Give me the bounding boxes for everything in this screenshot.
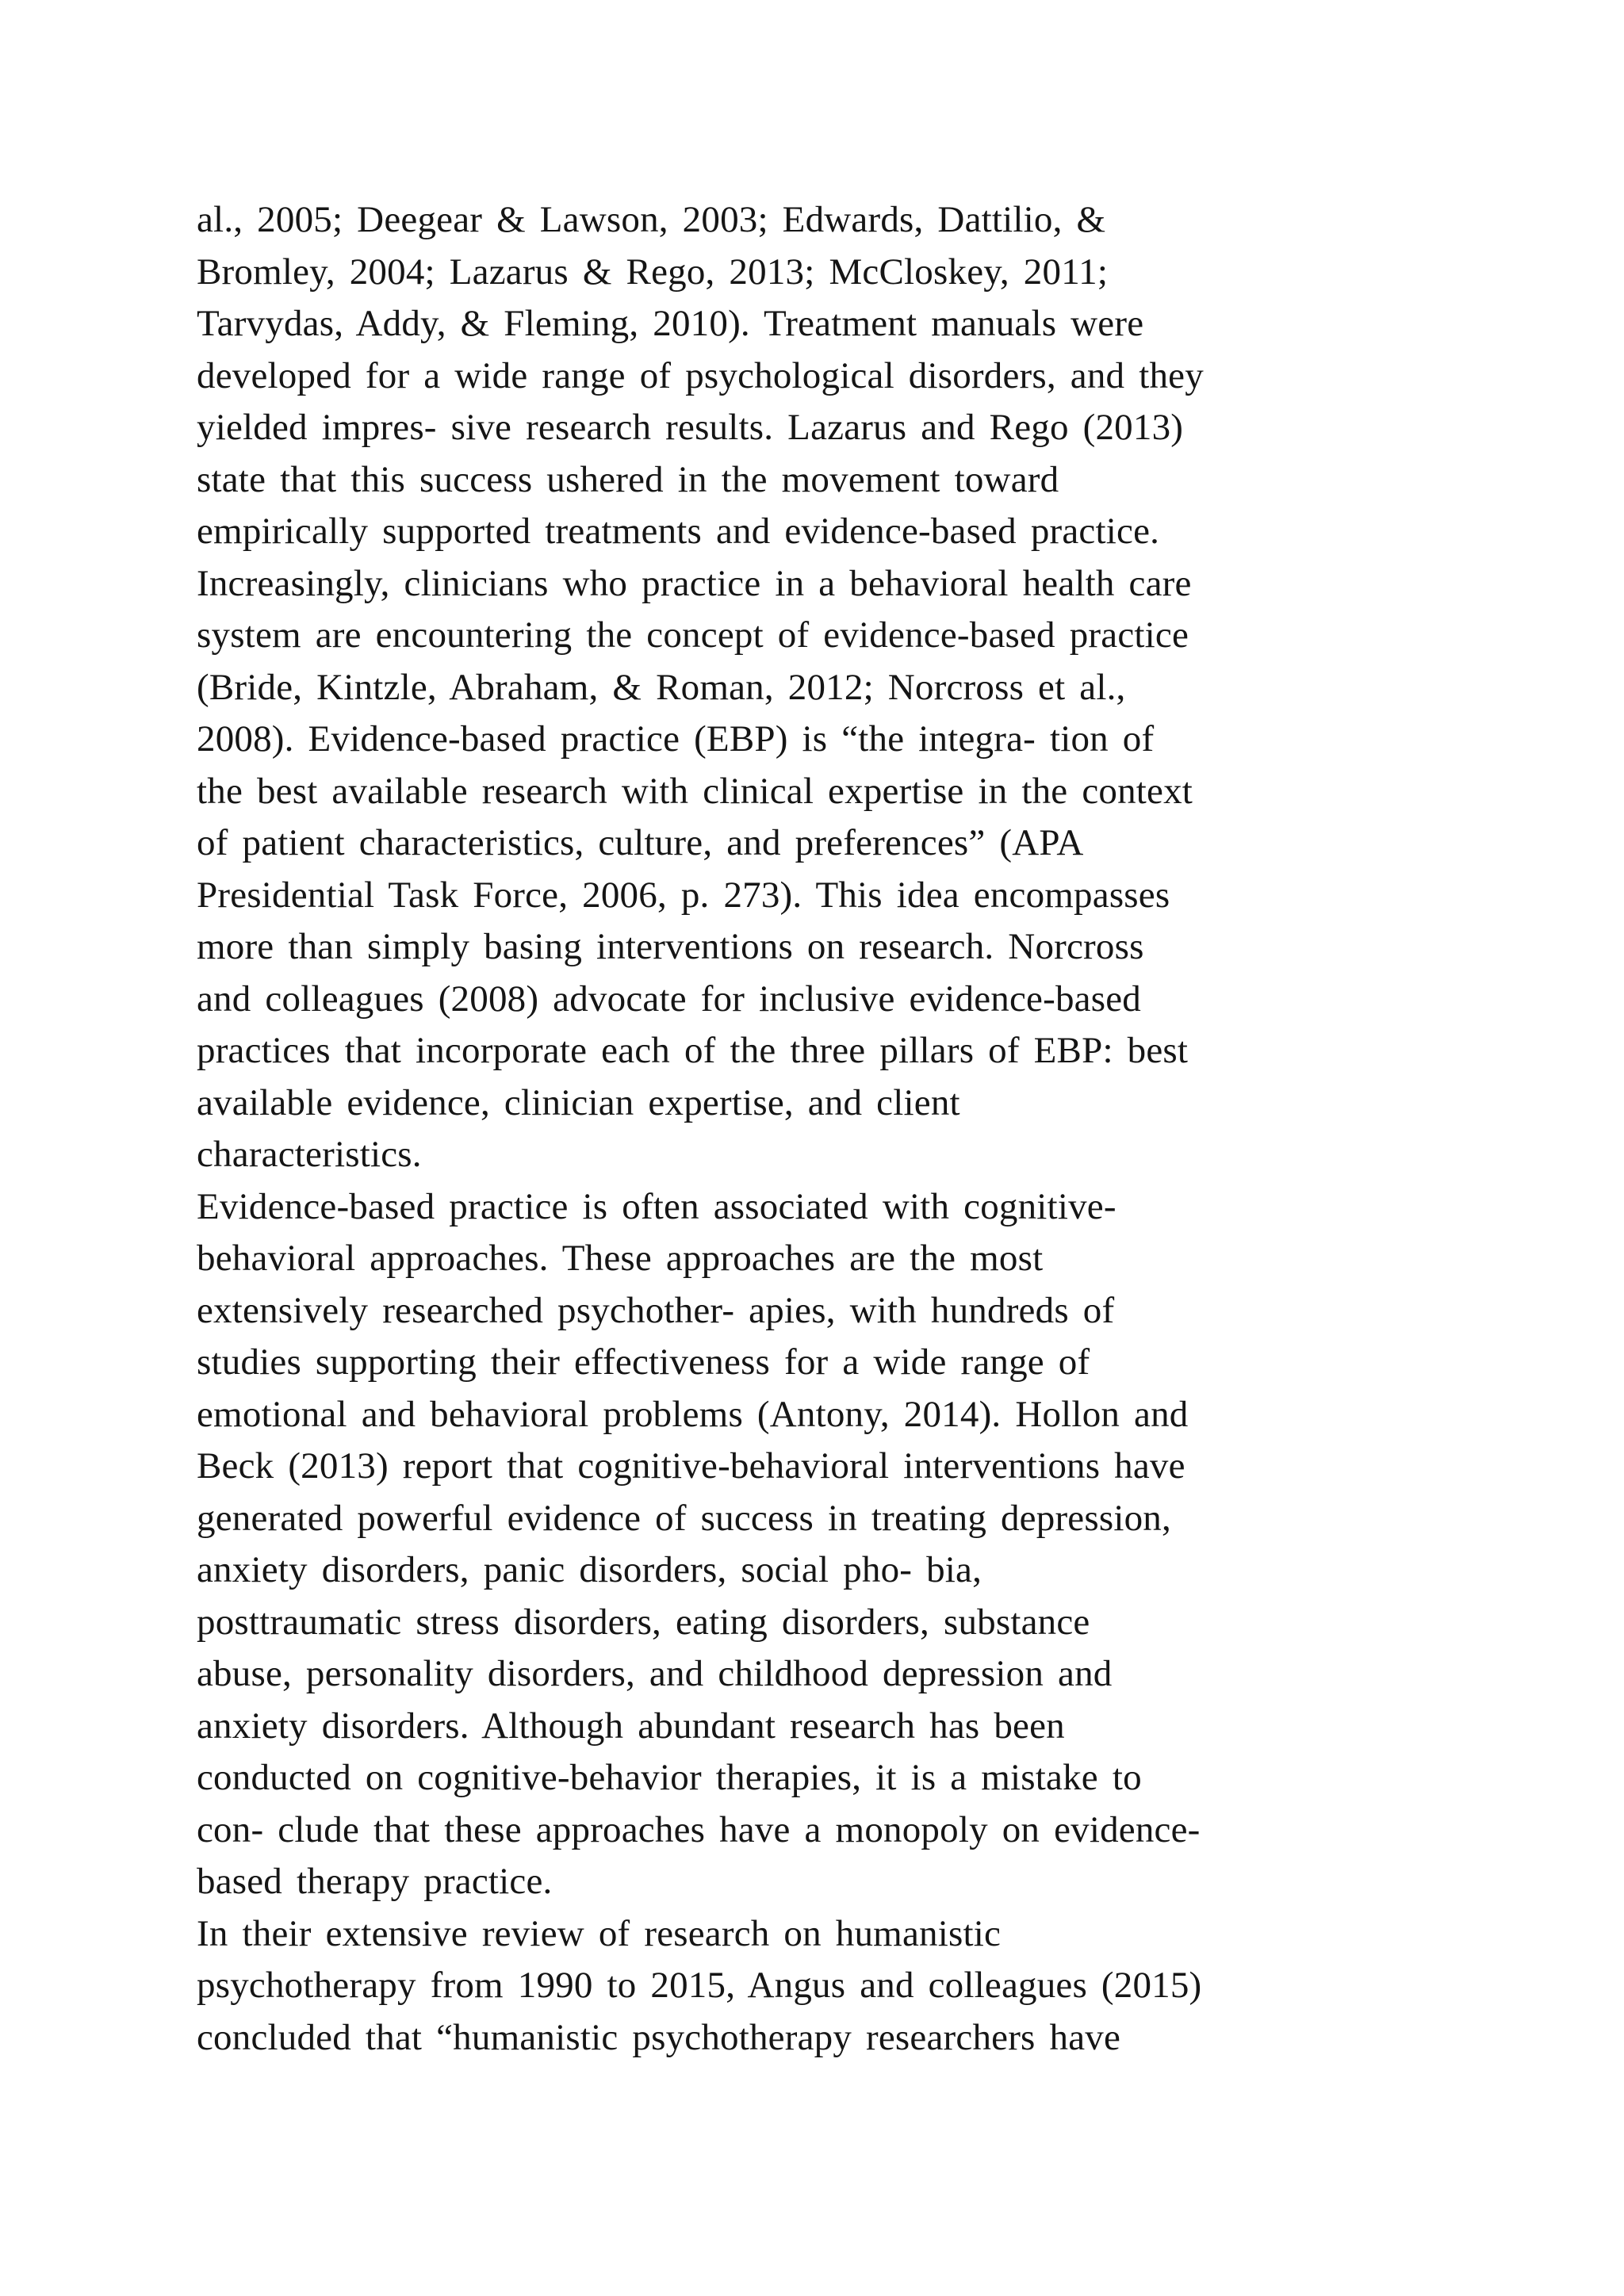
text-line: Bromley, 2004; Lazarus & Rego, 2013; McCloskey, 2011; [197,251,1109,293]
text-line: developed for a wide range of psychological disorders, and they [197,354,1204,396]
text-line: abuse, personality disorders, and childhood depression and [197,1653,1113,1694]
body-text [197,194,1434,2064]
text-line: Presidential Task Force, 2006, p. 273). This idea encompasses [197,874,1170,916]
text-line: extensively researched psychother- apies, with hundreds of [197,1289,1115,1331]
text-line: available evidence, clinician expertise, and client [197,1081,960,1123]
text-line: the best available research with clinical expertise in the context [197,770,1193,812]
text-line: characteristics. [197,1134,422,1175]
text-line: (Bride, Kintzle, Abraham, & Roman, 2012; Norcross et al., [197,666,1126,708]
text-line: anxiety disorders, panic disorders, social pho- bia, [197,1549,982,1590]
text-line: Increasingly, clinicians who practice in a behavioral health care [197,562,1192,604]
text-line: Tarvydas, Addy, & Fleming, 2010). Treatment manuals were [197,303,1144,344]
text-line: and colleagues (2008) advocate for inclusive evidence-based [197,978,1141,1020]
text-line: 2008). Evidence-based practice (EBP) is “the integra- tion of [197,718,1155,760]
text-line: In their extensive review of research on humanistic [197,1912,1002,1954]
text-line: generated powerful evidence of success in treating depression, [197,1497,1171,1539]
text-line: con- clude that these approaches have a monopoly on evidence- [197,1808,1201,1850]
text-line: based therapy practice. [197,1861,553,1902]
text-line: state that this success ushered in the movement toward [197,458,1059,500]
text-line: more than simply basing interventions on research. Norcross [197,926,1144,967]
text-line: empirically supported treatments and evidence-based practice. [197,511,1160,552]
text-line: behavioral approaches. These approaches are the most [197,1238,1044,1279]
text-line: psychotherapy from 1990 to 2015, Angus and colleagues (2015) [197,1965,1202,2006]
text-line: Beck (2013) report that cognitive-behavioral interventions have [197,1445,1185,1487]
text-line: al., 2005; Deegear & Lawson, 2003; Edwards, Dattilio, & [197,199,1106,240]
text-line: of patient characteristics, culture, and preferences” (APA [197,822,1084,863]
text-line: studies supporting their effectiveness for a wide range of [197,1341,1090,1383]
text-line: concluded that “humanistic psychotherapy researchers have [197,2016,1121,2058]
text-line: posttraumatic stress disorders, eating disorders, substance [197,1601,1090,1643]
text-line: Evidence-based practice is often associated with cognitive- [197,1185,1116,1227]
text-line: system are encountering the concept of evidence-based practice [197,614,1189,656]
text-line: yielded impres- sive research results. Lazarus and Rego (2013) [197,407,1184,448]
text-line: anxiety disorders. Although abundant research has been [197,1705,1065,1747]
text-line: emotional and behavioral problems (Antony, 2014). Hollon and [197,1393,1189,1435]
text-line: conducted on cognitive-behavior therapies, it is a mistake to [197,1757,1142,1798]
text-line: practices that incorporate each of the three pillars of EBP: best [197,1030,1189,1071]
